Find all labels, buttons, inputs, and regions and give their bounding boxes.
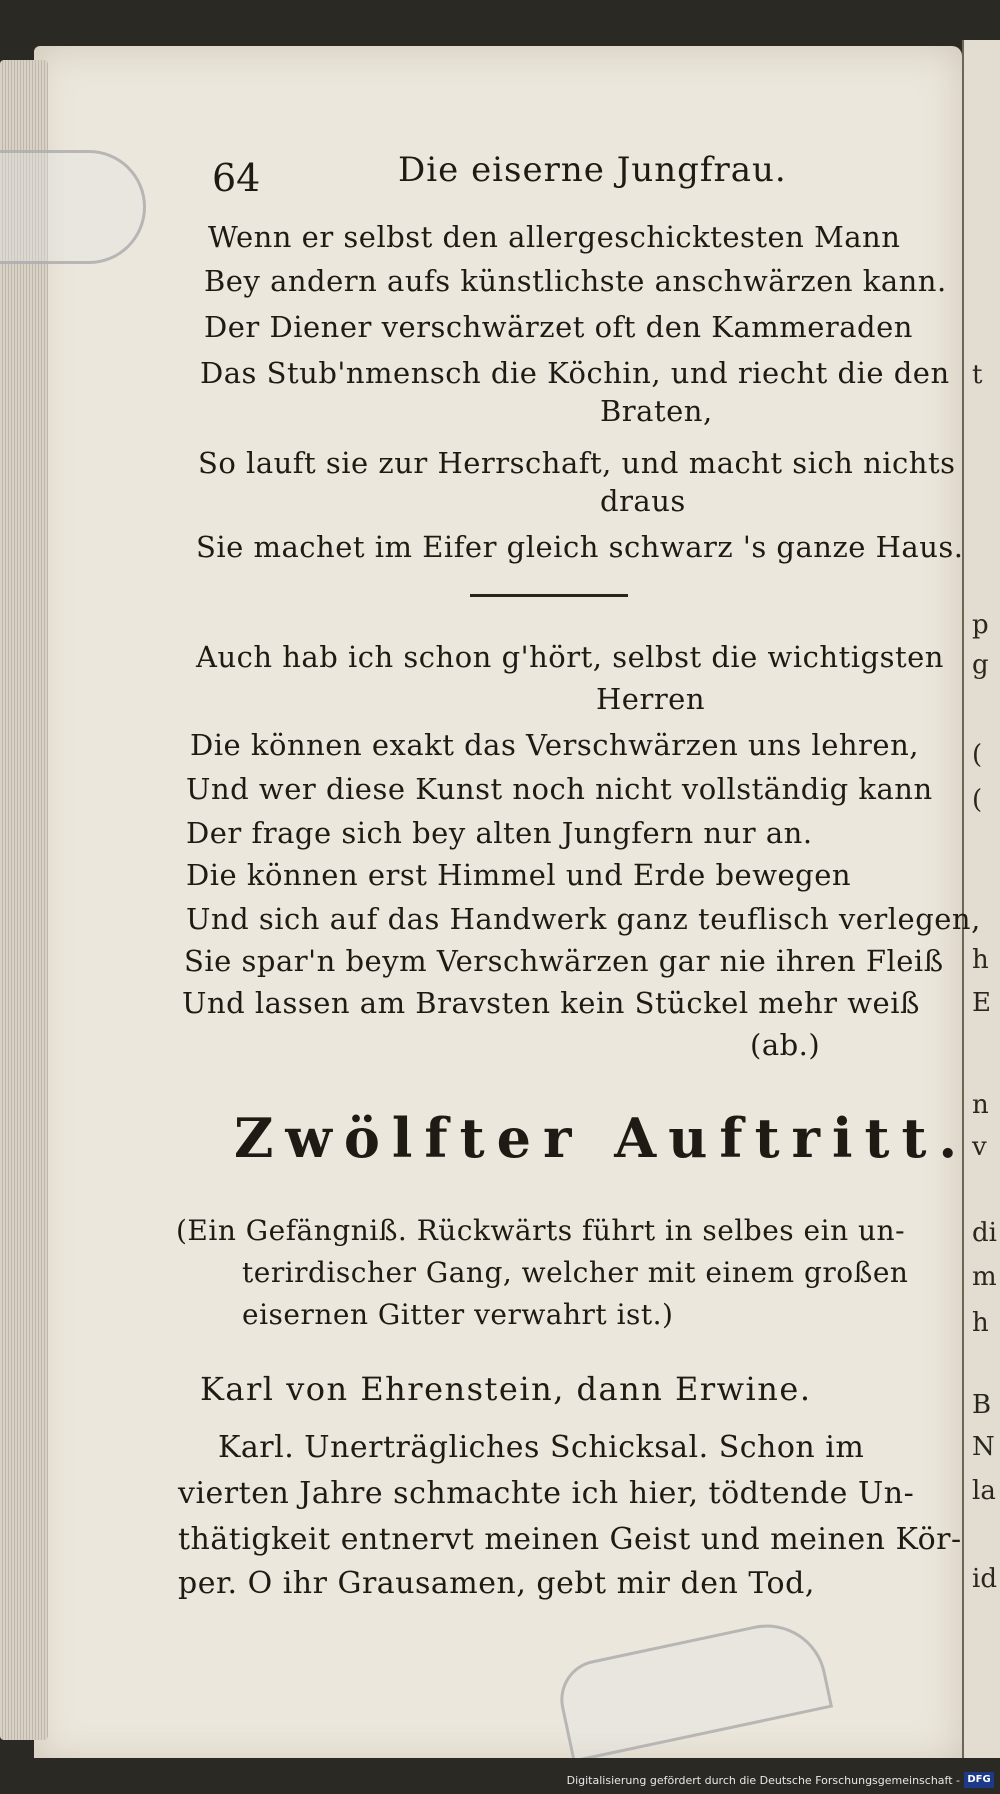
running-head: Die eiserne Jungfrau. [398,150,787,190]
facing-page-fragment: h [972,945,989,975]
verse-line: draus [600,484,686,518]
facing-page-fragment: n [972,1090,989,1120]
facing-page-fragment: t [972,360,983,390]
verse-line: Braten, [600,394,713,428]
verse-line: Die können erst Himmel und Erde bewegen [186,858,852,892]
stage-direction-line: (Ein Gefängniß. Rückwärts führt in selbes ein un- [176,1214,906,1247]
stage-direction-line: eisernen Gitter verwahrt ist.) [242,1298,674,1331]
verse-line: Die können exakt das Verschwärzen uns lehren, [190,728,919,762]
dfg-logo: DFG [964,1772,994,1788]
verse-line: Herren [596,682,706,716]
facing-page-fragment: v [972,1132,987,1162]
digitization-credit: Digitalisierung gefördert durch die Deutsche Forschungsgemeinschaft - [566,1774,960,1787]
speech-line: Karl. Unerträgliches Schicksal. Schon im [218,1430,865,1465]
verse-line: Das Stub'nmensch die Köchin, und riecht die den [200,356,950,390]
facing-page-fragment: di [972,1218,997,1248]
facing-page-fragment: ( [972,785,983,815]
verse-line: Sie spar'n beym Verschwärzen gar nie ihren Fleiß [184,944,944,978]
verse-line: So lauft sie zur Herrschaft, und macht sich nichts [198,446,956,480]
verse-line: Und sich auf das Handwerk ganz teuflisch verlegen, [186,902,981,936]
section-divider [470,594,628,597]
page-clip-top [0,150,146,264]
facing-page-fragment: g [972,650,989,680]
verse-line: Und lassen am Bravsten kein Stückel mehr weiß [182,986,920,1020]
speech-line: vierten Jahre schmachte ich hier, tödtende Un- [178,1476,915,1511]
verse-line: Auch hab ich schon g'hört, selbst die wichtigsten [196,640,944,674]
facing-page-fragment: ( [972,740,983,770]
verse-line: Und wer diese Kunst noch nicht vollständig kann [186,772,933,806]
cast-list: Karl von Ehrenstein, dann Erwine. [200,1370,812,1408]
facing-page-fragment: m [972,1262,997,1292]
facing-page-fragment: la [972,1476,996,1506]
verse-line: Der Diener verschwärzet oft den Kammeraden [204,310,913,344]
speech-line: thätigkeit entnervt meinen Geist und meinen Kör- [178,1522,962,1557]
facing-page-edge [962,40,1000,1760]
speech-line: per. O ihr Grausamen, gebt mir den Tod, [178,1566,815,1601]
facing-page-fragment: h [972,1308,989,1338]
facing-page-fragment: id [972,1564,997,1594]
scene-heading: Zwölfter Auftritt. [234,1106,970,1170]
facing-page-fragment: N [972,1432,995,1462]
verse-line: Sie machet im Eifer gleich schwarz 's ganze Haus. [196,530,964,564]
exit-direction: (ab.) [750,1028,821,1062]
facing-page-fragment: E [972,988,991,1018]
verse-line: Wenn er selbst den allergeschicktesten Mann [208,220,901,254]
page-number: 64 [212,156,261,200]
facing-page-fragment: B [972,1390,992,1420]
page-edges [0,60,48,1740]
stage-direction-line: terirdischer Gang, welcher mit einem großen [242,1256,909,1289]
verse-line: Bey andern aufs künstlichste anschwärzen kann. [204,264,947,298]
facing-page-fragment: p [972,610,989,640]
verse-line: Der frage sich bey alten Jungfern nur an. [186,816,813,850]
